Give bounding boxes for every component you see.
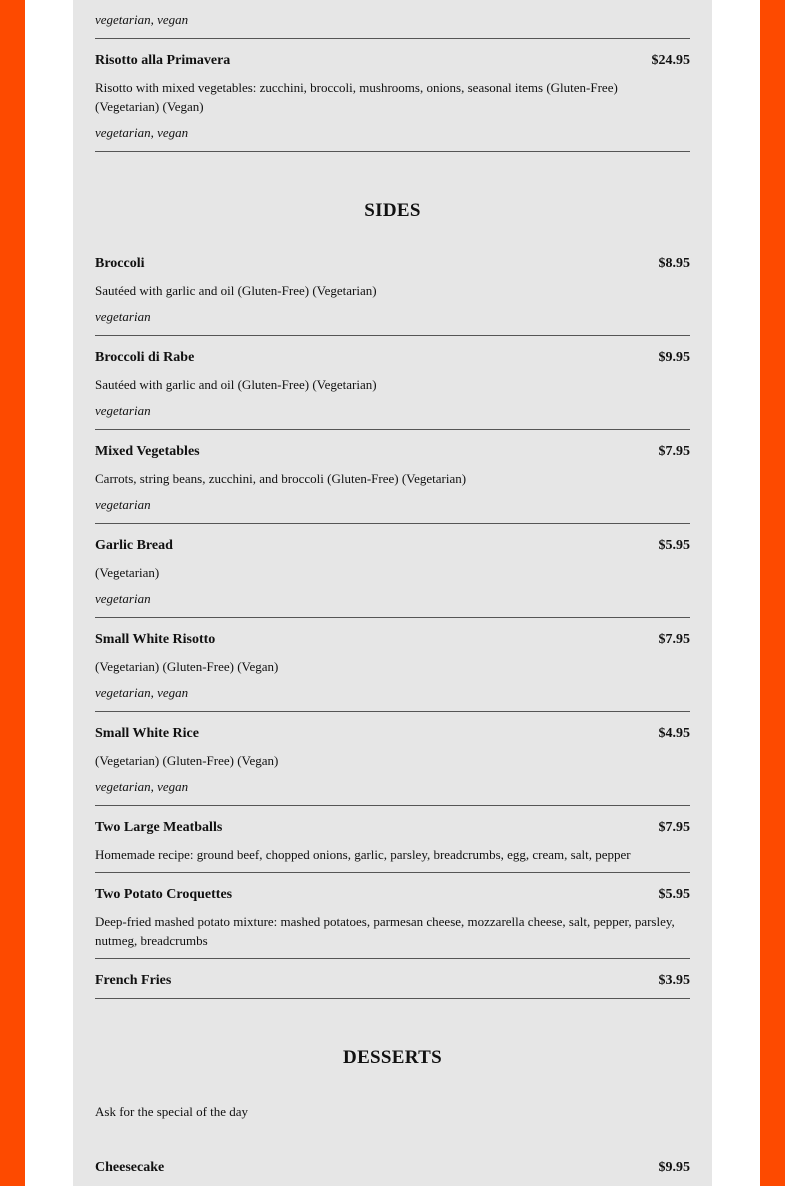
divider — [95, 617, 690, 618]
item-name: Two Potato Croquettes — [95, 887, 233, 902]
item-description: Homemade recipe: ground beef, chopped onions, garlic, parsley, breadcrumbs, egg, cream, salt, pepper — [95, 847, 631, 862]
item-tags: vegetarian, vegan — [95, 125, 189, 140]
item-price: $5.95 — [658, 887, 690, 902]
item-tags: vegetarian — [95, 591, 151, 606]
item-price: $8.95 — [658, 256, 690, 271]
item-name: Small White Rice — [95, 726, 199, 741]
divider — [95, 805, 690, 806]
item-tags: vegetarian — [95, 497, 151, 512]
item-price: $5.95 — [658, 538, 690, 553]
divider — [95, 958, 690, 959]
left-accent-bar — [0, 0, 25, 1186]
menu-panel — [73, 0, 712, 1186]
item-tags: vegetarian — [95, 309, 151, 324]
item-tags: vegetarian, vegan — [95, 685, 189, 700]
divider — [95, 523, 690, 524]
item-name: Small White Risotto — [95, 632, 216, 647]
section-title-desserts: DESSERTS — [343, 1047, 442, 1068]
item-description: (Vegetarian) — [95, 565, 160, 580]
section-note: Ask for the special of the day — [95, 1104, 249, 1119]
divider — [95, 151, 690, 152]
item-price: $3.95 — [658, 973, 690, 988]
item-tags: vegetarian, vegan — [95, 779, 189, 794]
item-description: Sautéed with garlic and oil (Gluten-Free) (Vegetarian) — [95, 377, 377, 392]
item-name: Cheesecake — [95, 1160, 165, 1175]
item-price: $9.95 — [658, 350, 690, 365]
divider — [95, 38, 690, 39]
item-name: Risotto alla Primavera — [95, 53, 231, 68]
item-tags: vegetarian, vegan — [95, 12, 189, 27]
item-price: $9.95 — [658, 1160, 690, 1175]
section-title-sides: SIDES — [364, 200, 421, 221]
divider — [95, 998, 690, 999]
divider — [95, 429, 690, 430]
item-name: Broccoli — [95, 256, 145, 271]
item-name: Two Large Meatballs — [95, 820, 223, 835]
item-description: (Vegetarian) (Gluten-Free) (Vegan) — [95, 753, 279, 768]
item-tags: vegetarian — [95, 403, 151, 418]
item-name: Garlic Bread — [95, 538, 173, 553]
item-description: Carrots, string beans, zucchini, and broccoli (Gluten-Free) (Vegetarian) — [95, 471, 467, 486]
item-description: Deep-fried mashed potato mixture: mashed potatoes, parmesan cheese, mozzarella cheese, salt, pepper, parsley, nutmeg, breadcrumbs — [95, 914, 675, 948]
item-price: $7.95 — [658, 632, 690, 647]
item-price: $4.95 — [658, 726, 690, 741]
item-name: French Fries — [95, 973, 172, 988]
item-name: Broccoli di Rabe — [95, 350, 195, 365]
item-description: Risotto with mixed vegetables: zucchini, broccoli, mushrooms, onions, seasonal items (Gluten-Free) (Vegetarian) (Vegan) — [95, 80, 618, 114]
item-description: (Vegetarian) (Gluten-Free) (Vegan) — [95, 659, 279, 674]
item-description: Sautéed with garlic and oil (Gluten-Free) (Vegetarian) — [95, 283, 377, 298]
item-price: $24.95 — [651, 53, 690, 68]
item-price: $7.95 — [658, 820, 690, 835]
divider — [95, 872, 690, 873]
item-price: $7.95 — [658, 444, 690, 459]
divider — [95, 335, 690, 336]
divider — [95, 711, 690, 712]
right-accent-bar — [760, 0, 785, 1186]
item-name: Mixed Vegetables — [95, 444, 200, 459]
